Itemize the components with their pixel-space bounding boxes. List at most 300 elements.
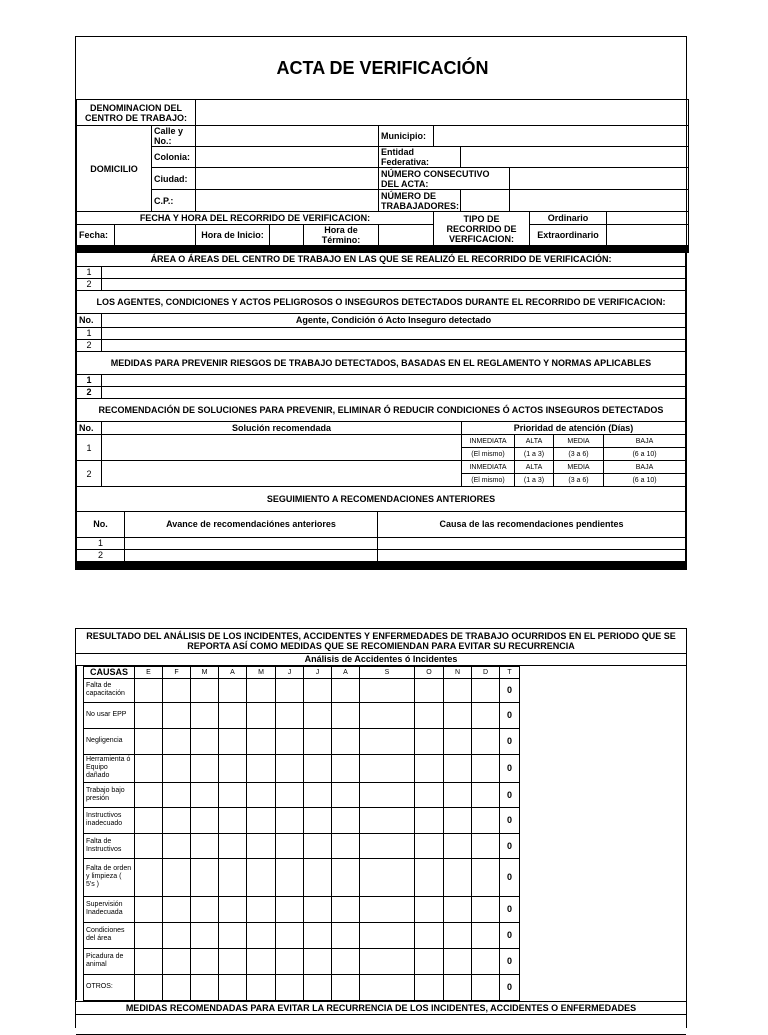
month-cell[interactable] bbox=[360, 896, 415, 922]
row-number: 2 bbox=[77, 549, 125, 561]
month-header: J bbox=[276, 666, 304, 678]
month-cell[interactable] bbox=[444, 728, 472, 754]
month-cell[interactable] bbox=[415, 754, 444, 782]
month-cell[interactable] bbox=[472, 754, 500, 782]
prioridad-baja[interactable]: BAJA bbox=[604, 461, 686, 474]
month-cell[interactable] bbox=[191, 728, 219, 754]
month-cell[interactable] bbox=[191, 974, 219, 1000]
entidad-field[interactable] bbox=[461, 147, 689, 168]
prioridad-range: (El mismo) bbox=[462, 474, 515, 487]
trabajadores-extra bbox=[510, 190, 689, 212]
month-cell[interactable] bbox=[276, 948, 304, 974]
month-cell[interactable] bbox=[135, 678, 163, 702]
month-cell[interactable] bbox=[444, 702, 472, 728]
row-number: 1 bbox=[77, 327, 102, 339]
denominacion-label: DENOMINACION DEL CENTRO DE TRABAJO: bbox=[77, 100, 196, 126]
month-cell[interactable] bbox=[304, 858, 332, 896]
prioridad-range: (6 a 10) bbox=[604, 474, 686, 487]
ciudad-field[interactable] bbox=[196, 168, 379, 190]
month-cell[interactable] bbox=[304, 807, 332, 833]
month-cell[interactable] bbox=[444, 678, 472, 702]
entidad-label: Entidad Federativa: bbox=[379, 147, 461, 168]
causa-row bbox=[77, 782, 687, 807]
margin-cell bbox=[77, 896, 84, 922]
causa-row bbox=[77, 702, 687, 728]
month-cell[interactable] bbox=[332, 702, 360, 728]
month-cell[interactable] bbox=[247, 896, 276, 922]
causa-row bbox=[77, 858, 687, 896]
agente-column-header: Agente, Condición ó Acto Inseguro detectado bbox=[102, 313, 686, 327]
causa-label: Supervisión Inadecuada bbox=[84, 896, 135, 922]
causa-total: 0 bbox=[500, 754, 520, 782]
causa-total: 0 bbox=[500, 782, 520, 807]
month-cell[interactable] bbox=[219, 974, 247, 1000]
causa-label: Falta de orden y limpieza ( 5's ) bbox=[84, 858, 135, 896]
month-cell[interactable] bbox=[415, 974, 444, 1000]
month-cell[interactable] bbox=[415, 896, 444, 922]
causa-row bbox=[77, 922, 687, 948]
month-cell[interactable] bbox=[135, 782, 163, 807]
causa-row bbox=[77, 728, 687, 754]
month-cell[interactable] bbox=[163, 948, 191, 974]
month-cell[interactable] bbox=[163, 782, 191, 807]
solucion-field-1[interactable] bbox=[102, 435, 462, 461]
avance-field-2[interactable] bbox=[125, 549, 378, 561]
month-cell[interactable] bbox=[444, 948, 472, 974]
month-cell[interactable] bbox=[247, 702, 276, 728]
page-title: ACTA DE VERIFICACIÓN bbox=[77, 37, 689, 100]
trabajadores-label: NÚMERO DE TRABAJADORES: bbox=[379, 190, 461, 212]
month-cell[interactable] bbox=[247, 948, 276, 974]
prioridad-alta[interactable]: ALTA bbox=[515, 435, 554, 448]
month-cell[interactable] bbox=[219, 782, 247, 807]
prioridad-range: (1 a 3) bbox=[515, 474, 554, 487]
month-header: J bbox=[304, 666, 332, 678]
solucion-field-2[interactable] bbox=[102, 461, 462, 487]
month-cell[interactable] bbox=[332, 922, 360, 948]
margin-cell bbox=[77, 702, 84, 728]
month-cell[interactable] bbox=[472, 678, 500, 702]
margin-cell bbox=[520, 782, 687, 807]
margin-cell bbox=[77, 678, 84, 702]
month-cell[interactable] bbox=[415, 702, 444, 728]
month-cell[interactable] bbox=[219, 948, 247, 974]
month-cell[interactable] bbox=[472, 702, 500, 728]
month-cell[interactable] bbox=[304, 728, 332, 754]
month-cell[interactable] bbox=[332, 678, 360, 702]
month-cell[interactable] bbox=[360, 974, 415, 1000]
month-cell[interactable] bbox=[415, 833, 444, 858]
seguimiento-title: SEGUIMIENTO A RECOMENDACIONES ANTERIORES bbox=[77, 487, 686, 511]
causa-label: Falta de capacitación bbox=[84, 678, 135, 702]
row-number: 1 bbox=[77, 435, 102, 461]
medidas-footer-field[interactable] bbox=[76, 1014, 686, 1034]
month-header: A bbox=[219, 666, 247, 678]
month-cell[interactable] bbox=[191, 858, 219, 896]
month-cell[interactable] bbox=[163, 678, 191, 702]
month-cell[interactable] bbox=[415, 922, 444, 948]
month-cell[interactable] bbox=[191, 782, 219, 807]
causa-total: 0 bbox=[500, 728, 520, 754]
month-header: N bbox=[444, 666, 472, 678]
month-cell[interactable] bbox=[163, 974, 191, 1000]
month-cell[interactable] bbox=[219, 922, 247, 948]
month-cell[interactable] bbox=[163, 833, 191, 858]
fecha-field[interactable] bbox=[115, 225, 196, 246]
month-cell[interactable] bbox=[360, 754, 415, 782]
causa-row bbox=[77, 754, 687, 782]
prioridad-inmediata[interactable]: INMEDIATA bbox=[462, 461, 515, 474]
calle-field[interactable] bbox=[196, 126, 379, 147]
acta-verificacion-form bbox=[75, 36, 687, 570]
month-cell[interactable] bbox=[247, 833, 276, 858]
hora-inicio-label: Hora de Inicio: bbox=[196, 225, 270, 246]
causa-row bbox=[77, 974, 687, 1000]
month-cell[interactable] bbox=[444, 858, 472, 896]
causa-field-1[interactable] bbox=[378, 537, 686, 549]
prioridad-media[interactable]: MEDIA bbox=[554, 461, 604, 474]
month-cell[interactable] bbox=[304, 782, 332, 807]
analisis-title: RESULTADO DEL ANÁLISIS DE LOS INCIDENTES, ACCIDENTES Y ENFERMEDADES DE TRABAJO OCURRIDOS EN EL PERIODO QUE SE REPORTA ASÍ COMO MEDIDAS QUE SE RECOMIENDAN PARA EVITAR SU RECURRENCIA bbox=[76, 629, 686, 653]
month-cell[interactable] bbox=[444, 974, 472, 1000]
month-cell[interactable] bbox=[415, 728, 444, 754]
month-cell[interactable] bbox=[360, 678, 415, 702]
causa-label: Trabajo bajo presión bbox=[84, 782, 135, 807]
month-cell[interactable] bbox=[135, 702, 163, 728]
month-cell[interactable] bbox=[276, 807, 304, 833]
month-cell[interactable] bbox=[304, 678, 332, 702]
margin-cell bbox=[77, 948, 84, 974]
margin-cell bbox=[77, 858, 84, 896]
month-cell[interactable] bbox=[191, 807, 219, 833]
month-cell[interactable] bbox=[276, 702, 304, 728]
margin-cell bbox=[77, 922, 84, 948]
month-cell[interactable] bbox=[444, 896, 472, 922]
area-field-2[interactable] bbox=[102, 278, 686, 290]
month-cell[interactable] bbox=[360, 922, 415, 948]
month-cell[interactable] bbox=[472, 858, 500, 896]
prioridad-range: (El mismo) bbox=[462, 448, 515, 461]
section-divider bbox=[77, 561, 686, 568]
margin-cell bbox=[520, 896, 687, 922]
month-cell[interactable] bbox=[135, 974, 163, 1000]
month-cell[interactable] bbox=[360, 948, 415, 974]
prioridad-inmediata[interactable]: INMEDIATA bbox=[462, 435, 515, 448]
ciudad-label: Ciudad: bbox=[152, 168, 196, 190]
fecha-label: Fecha: bbox=[77, 225, 115, 246]
month-cell[interactable] bbox=[219, 858, 247, 896]
month-cell[interactable] bbox=[135, 948, 163, 974]
month-cell[interactable] bbox=[276, 728, 304, 754]
agente-field-1[interactable] bbox=[102, 327, 686, 339]
causa-row bbox=[77, 948, 687, 974]
margin-cell bbox=[520, 858, 687, 896]
month-cell[interactable] bbox=[276, 896, 304, 922]
agentes-title: LOS AGENTES, CONDICIONES Y ACTOS PELIGROSOS O INSEGUROS DETECTADOS DURANTE EL RECORRIDO DE VERIFICACION: bbox=[77, 290, 686, 313]
month-cell[interactable] bbox=[304, 896, 332, 922]
month-cell[interactable] bbox=[472, 974, 500, 1000]
causa-label: Instructivos inadecuado bbox=[84, 807, 135, 833]
month-cell[interactable] bbox=[304, 833, 332, 858]
month-cell[interactable] bbox=[135, 922, 163, 948]
consecutivo-label: NÚMERO CONSECUTIVO DEL ACTA: bbox=[379, 168, 510, 190]
tipo-recorrido-label: TIPO DE RECORRIDO DE VERFICACION: bbox=[434, 212, 530, 246]
extraordinario-label: Extraordinario bbox=[530, 225, 607, 246]
month-cell[interactable] bbox=[247, 782, 276, 807]
causa-row bbox=[77, 807, 687, 833]
area-field-1[interactable] bbox=[102, 266, 686, 278]
margin-cell bbox=[520, 728, 687, 754]
causa-total: 0 bbox=[500, 896, 520, 922]
month-cell[interactable] bbox=[163, 728, 191, 754]
causa-total: 0 bbox=[500, 858, 520, 896]
ordinario-checkbox[interactable] bbox=[607, 212, 689, 225]
month-cell[interactable] bbox=[135, 728, 163, 754]
month-cell[interactable] bbox=[219, 896, 247, 922]
row-number: 2 bbox=[77, 339, 102, 351]
month-cell[interactable] bbox=[191, 896, 219, 922]
causa-row bbox=[77, 896, 687, 922]
month-cell[interactable] bbox=[332, 728, 360, 754]
month-cell[interactable] bbox=[163, 858, 191, 896]
month-cell[interactable] bbox=[332, 782, 360, 807]
medidas-title: MEDIDAS PARA PREVENIR RIESGOS DE TRABAJO DETECTADOS, BASADAS EN EL REGLAMENTO Y NORMAS APLICABLES bbox=[77, 351, 686, 374]
margin-cell bbox=[520, 702, 687, 728]
prioridad-column-header: Prioridad de atención (Días) bbox=[462, 422, 686, 435]
month-header: S bbox=[360, 666, 415, 678]
no-header: No. bbox=[77, 511, 125, 537]
acta-header-table bbox=[76, 37, 689, 253]
margin-cell bbox=[77, 728, 84, 754]
month-cell[interactable] bbox=[135, 833, 163, 858]
month-cell[interactable] bbox=[163, 702, 191, 728]
margin-cell bbox=[77, 807, 84, 833]
month-cell[interactable] bbox=[304, 922, 332, 948]
medida-field-1[interactable] bbox=[102, 374, 686, 386]
analisis-incidentes-form bbox=[75, 628, 687, 1028]
causa-total: 0 bbox=[500, 833, 520, 858]
fecha-hora-label: FECHA Y HORA DEL RECORRIDO DE VERIFICACION: bbox=[77, 212, 434, 225]
municipio-label: Municipio: bbox=[379, 126, 434, 147]
prioridad-range: (3 a 6) bbox=[554, 448, 604, 461]
cp-field[interactable] bbox=[196, 190, 379, 212]
prioridad-media[interactable]: MEDIA bbox=[554, 435, 604, 448]
total-header: T bbox=[500, 666, 520, 678]
month-header: O bbox=[415, 666, 444, 678]
month-cell[interactable] bbox=[444, 754, 472, 782]
month-cell[interactable] bbox=[276, 974, 304, 1000]
domicilio-label: DOMICILIO bbox=[77, 126, 152, 212]
month-cell[interactable] bbox=[304, 948, 332, 974]
causa-total: 0 bbox=[500, 974, 520, 1000]
no-header: No. bbox=[77, 313, 102, 327]
margin-cell bbox=[520, 754, 687, 782]
causa-column-header: Causa de las recomendaciones pendientes bbox=[378, 511, 686, 537]
causa-total: 0 bbox=[500, 702, 520, 728]
month-cell[interactable] bbox=[360, 728, 415, 754]
trabajadores-field[interactable] bbox=[461, 190, 510, 212]
month-cell[interactable] bbox=[332, 948, 360, 974]
causa-row bbox=[77, 833, 687, 858]
causa-row bbox=[77, 678, 687, 702]
extraordinario-checkbox[interactable] bbox=[607, 225, 689, 246]
month-cell[interactable] bbox=[444, 922, 472, 948]
month-cell[interactable] bbox=[332, 754, 360, 782]
row-number: 2 bbox=[77, 278, 102, 290]
avance-column-header: Avance de recomendaciónes anteriores bbox=[125, 511, 378, 537]
month-cell[interactable] bbox=[304, 754, 332, 782]
month-cell[interactable] bbox=[163, 807, 191, 833]
month-cell[interactable] bbox=[135, 896, 163, 922]
margin-cell bbox=[77, 782, 84, 807]
month-cell[interactable] bbox=[472, 728, 500, 754]
month-header: F bbox=[163, 666, 191, 678]
month-cell[interactable] bbox=[304, 702, 332, 728]
month-cell[interactable] bbox=[332, 974, 360, 1000]
month-cell[interactable] bbox=[415, 782, 444, 807]
causa-label: Picadura de animal bbox=[84, 948, 135, 974]
month-cell[interactable] bbox=[360, 782, 415, 807]
month-header: E bbox=[135, 666, 163, 678]
month-cell[interactable] bbox=[472, 807, 500, 833]
month-header: M bbox=[191, 666, 219, 678]
month-cell[interactable] bbox=[472, 948, 500, 974]
prioridad-range: (1 a 3) bbox=[515, 448, 554, 461]
month-cell[interactable] bbox=[444, 782, 472, 807]
month-header: A bbox=[332, 666, 360, 678]
agente-field-2[interactable] bbox=[102, 339, 686, 351]
colonia-field[interactable] bbox=[196, 147, 379, 168]
month-cell[interactable] bbox=[191, 948, 219, 974]
month-cell[interactable] bbox=[219, 702, 247, 728]
month-cell[interactable] bbox=[191, 754, 219, 782]
medidas-footer-title: MEDIDAS RECOMENDADAS PARA EVITAR LA RECURRENCIA DE LOS INCIDENTES, ACCIDENTES O ENFERMEDADES bbox=[76, 1001, 686, 1014]
month-cell[interactable] bbox=[332, 896, 360, 922]
month-cell[interactable] bbox=[163, 896, 191, 922]
analisis-subtitle: Análisis de Accidentes ó Incidentes bbox=[76, 653, 686, 665]
areas-title: ÁREA O ÁREAS DEL CENTRO DE TRABAJO EN LAS QUE SE REALIZÓ EL RECORRIDO DE VERIFICACIÓN: bbox=[77, 253, 686, 266]
causa-label: Condiciones del área bbox=[84, 922, 135, 948]
month-cell[interactable] bbox=[444, 807, 472, 833]
row-number: 2 bbox=[77, 461, 102, 487]
month-cell[interactable] bbox=[247, 728, 276, 754]
month-cell[interactable] bbox=[360, 807, 415, 833]
hora-inicio-field[interactable] bbox=[270, 225, 304, 246]
month-header: M bbox=[247, 666, 276, 678]
hora-termino-label: Hora de Término: bbox=[304, 225, 379, 246]
month-cell[interactable] bbox=[135, 807, 163, 833]
month-cell[interactable] bbox=[276, 678, 304, 702]
month-cell[interactable] bbox=[276, 922, 304, 948]
colonia-label: Colonia: bbox=[152, 147, 196, 168]
month-cell[interactable] bbox=[247, 754, 276, 782]
month-cell[interactable] bbox=[276, 858, 304, 896]
row-number: 1 bbox=[77, 374, 102, 386]
calle-label: Calle y No.: bbox=[152, 126, 196, 147]
prioridad-baja[interactable]: BAJA bbox=[604, 435, 686, 448]
month-cell[interactable] bbox=[191, 678, 219, 702]
prioridad-range: (6 a 10) bbox=[604, 448, 686, 461]
row-number: 1 bbox=[77, 537, 125, 549]
margin-cell bbox=[520, 807, 687, 833]
month-cell[interactable] bbox=[219, 833, 247, 858]
month-cell[interactable] bbox=[415, 807, 444, 833]
margin-cell bbox=[520, 666, 687, 678]
row-number: 1 bbox=[77, 266, 102, 278]
month-cell[interactable] bbox=[247, 678, 276, 702]
month-cell[interactable] bbox=[219, 807, 247, 833]
avance-field-1[interactable] bbox=[125, 537, 378, 549]
seguimiento-table bbox=[76, 487, 686, 569]
margin-cell bbox=[77, 666, 84, 678]
hora-termino-field[interactable] bbox=[379, 225, 434, 246]
month-cell[interactable] bbox=[276, 754, 304, 782]
month-cell[interactable] bbox=[247, 858, 276, 896]
consecutivo-field[interactable] bbox=[510, 168, 689, 190]
denominacion-field[interactable] bbox=[196, 100, 689, 126]
month-cell[interactable] bbox=[360, 833, 415, 858]
margin-cell bbox=[77, 754, 84, 782]
month-cell[interactable] bbox=[472, 896, 500, 922]
causas-table bbox=[76, 666, 686, 1001]
month-cell[interactable] bbox=[191, 922, 219, 948]
month-cell[interactable] bbox=[472, 922, 500, 948]
month-cell[interactable] bbox=[332, 833, 360, 858]
causa-label: Herramienta ó Equipo dañado bbox=[84, 754, 135, 782]
month-cell[interactable] bbox=[163, 922, 191, 948]
solucion-column-header: Solución recomendada bbox=[102, 422, 462, 435]
month-cell[interactable] bbox=[276, 782, 304, 807]
month-cell[interactable] bbox=[415, 948, 444, 974]
month-cell[interactable] bbox=[135, 858, 163, 896]
month-cell[interactable] bbox=[332, 807, 360, 833]
month-cell[interactable] bbox=[360, 858, 415, 896]
month-cell[interactable] bbox=[135, 754, 163, 782]
causa-field-2[interactable] bbox=[378, 549, 686, 561]
month-cell[interactable] bbox=[191, 833, 219, 858]
causa-total: 0 bbox=[500, 807, 520, 833]
margin-cell bbox=[520, 833, 687, 858]
section-divider bbox=[77, 246, 689, 253]
month-cell[interactable] bbox=[219, 754, 247, 782]
margin-cell bbox=[77, 833, 84, 858]
month-cell[interactable] bbox=[247, 922, 276, 948]
causa-total: 0 bbox=[500, 678, 520, 702]
month-cell[interactable] bbox=[415, 858, 444, 896]
month-cell[interactable] bbox=[247, 974, 276, 1000]
month-cell[interactable] bbox=[219, 678, 247, 702]
month-cell[interactable] bbox=[472, 833, 500, 858]
municipio-field[interactable] bbox=[434, 126, 689, 147]
month-cell[interactable] bbox=[472, 782, 500, 807]
month-cell[interactable] bbox=[415, 678, 444, 702]
margin-cell bbox=[520, 922, 687, 948]
medida-field-2[interactable] bbox=[102, 386, 686, 398]
month-cell[interactable] bbox=[247, 807, 276, 833]
causa-total: 0 bbox=[500, 948, 520, 974]
causa-label: Negligencia bbox=[84, 728, 135, 754]
month-cell[interactable] bbox=[304, 974, 332, 1000]
month-cell[interactable] bbox=[219, 728, 247, 754]
month-cell[interactable] bbox=[360, 702, 415, 728]
prioridad-alta[interactable]: ALTA bbox=[515, 461, 554, 474]
month-cell[interactable] bbox=[276, 833, 304, 858]
month-cell[interactable] bbox=[332, 858, 360, 896]
month-cell[interactable] bbox=[444, 833, 472, 858]
month-cell[interactable] bbox=[191, 702, 219, 728]
prioridad-range: (3 a 6) bbox=[554, 474, 604, 487]
month-cell[interactable] bbox=[163, 754, 191, 782]
